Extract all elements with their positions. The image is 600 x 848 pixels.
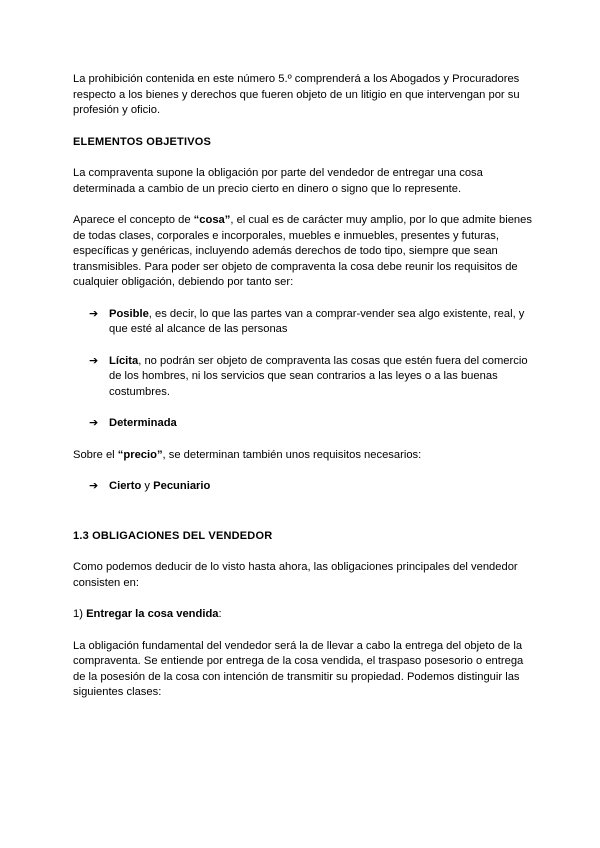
bold-term-pecuniario: Pecuniario xyxy=(153,480,211,492)
bold-term-entregar: Entregar la cosa vendida xyxy=(86,608,219,620)
list-item-posible xyxy=(73,307,538,338)
paragraph-obligaciones-intro: Como podemos deducir de lo visto hasta ahora, las obligaciones principales del vendedor consisten en: xyxy=(73,561,518,589)
text-segment: : xyxy=(218,608,222,620)
paragraph-obligacion-fundamental: La obligación fundamental del vendedor será la de llevar a cabo la entrega del objeto de la compraventa. Se entiende por entrega de la cosa vendida, el traspaso posesorio o entrega de la posesión de la cosa con intención de transmitir su propiedad. Podemos distinguir las siguientes clases: xyxy=(73,639,524,698)
bold-term-precio: “precio” xyxy=(117,448,163,461)
list-item-text: , es decir, lo que las partes van a comprar-vender sea algo existente, real, y que esté al alcance de las personas xyxy=(109,307,525,335)
paragraph-precio xyxy=(73,448,538,464)
list-item-determinada xyxy=(73,416,538,432)
paragraph-concepto-cosa xyxy=(73,213,538,291)
list-item-licita xyxy=(73,354,538,401)
list-item-cierto-pecuniario xyxy=(73,479,538,495)
paragraph-prohibicion: La prohibición contenida en este número 5.º comprenderá a los Abogados y Procuradores respecto a los bienes y derechos que fueren objeto de un litigio en que intervengan por su profesión y oficio. xyxy=(73,73,520,116)
text-segment: , el cual es de carácter muy amplio, por lo que admite bienes de todas clases, corporales e incorporales, muebles e inmuebles, presentes y futuras, específicas y genéricas, incluyendo además derechos de todo tipo, siempre que sean transmisibles. Para poder ser objeto de compraventa la cosa debe reunir los requisitos de cualquier obligación, debiendo por tanto ser: xyxy=(73,214,532,288)
heading-obligaciones-vendedor: 1.3 OBLIGACIONES DEL VENDEDOR xyxy=(73,529,273,542)
bold-term-cierto: Cierto xyxy=(109,480,142,492)
text-segment: , se determinan también unos requisitos necesarios: xyxy=(162,448,422,461)
bold-term-determinada: Determinada xyxy=(109,417,177,429)
list-item-text: , no podrán ser objeto de compraventa las cosas que estén fuera del comercio de los hombres, ni los servicios que sean contrarios a las leyes o a las buenas costumbres. xyxy=(109,354,528,398)
paragraph-entregar-cosa xyxy=(73,607,538,623)
paragraph-compraventa: La compraventa supone la obligación por parte del vendedor de entregar una cosa determinada a cambio de un precio cierto en dinero o signo que lo represente. xyxy=(73,167,483,195)
document-page xyxy=(73,72,538,717)
text-segment: Sobre el xyxy=(73,448,118,461)
section-spacer xyxy=(73,511,538,529)
arrow-bullet-icon: ➔ xyxy=(89,480,99,492)
arrow-bullet-icon: ➔ xyxy=(89,354,99,367)
heading-elementos-objetivos: ELEMENTOS OBJETIVOS xyxy=(73,135,212,148)
bold-term-licita: Lícita xyxy=(109,354,139,367)
arrow-bullet-icon: ➔ xyxy=(89,307,99,320)
list-item-text: y xyxy=(141,480,154,492)
bold-term-cosa: “cosa” xyxy=(193,214,231,226)
bold-term-posible: Posible xyxy=(109,307,149,320)
text-segment: 1) xyxy=(73,608,87,620)
text-segment: Aparece el concepto de xyxy=(73,214,194,226)
arrow-bullet-icon: ➔ xyxy=(89,417,99,429)
